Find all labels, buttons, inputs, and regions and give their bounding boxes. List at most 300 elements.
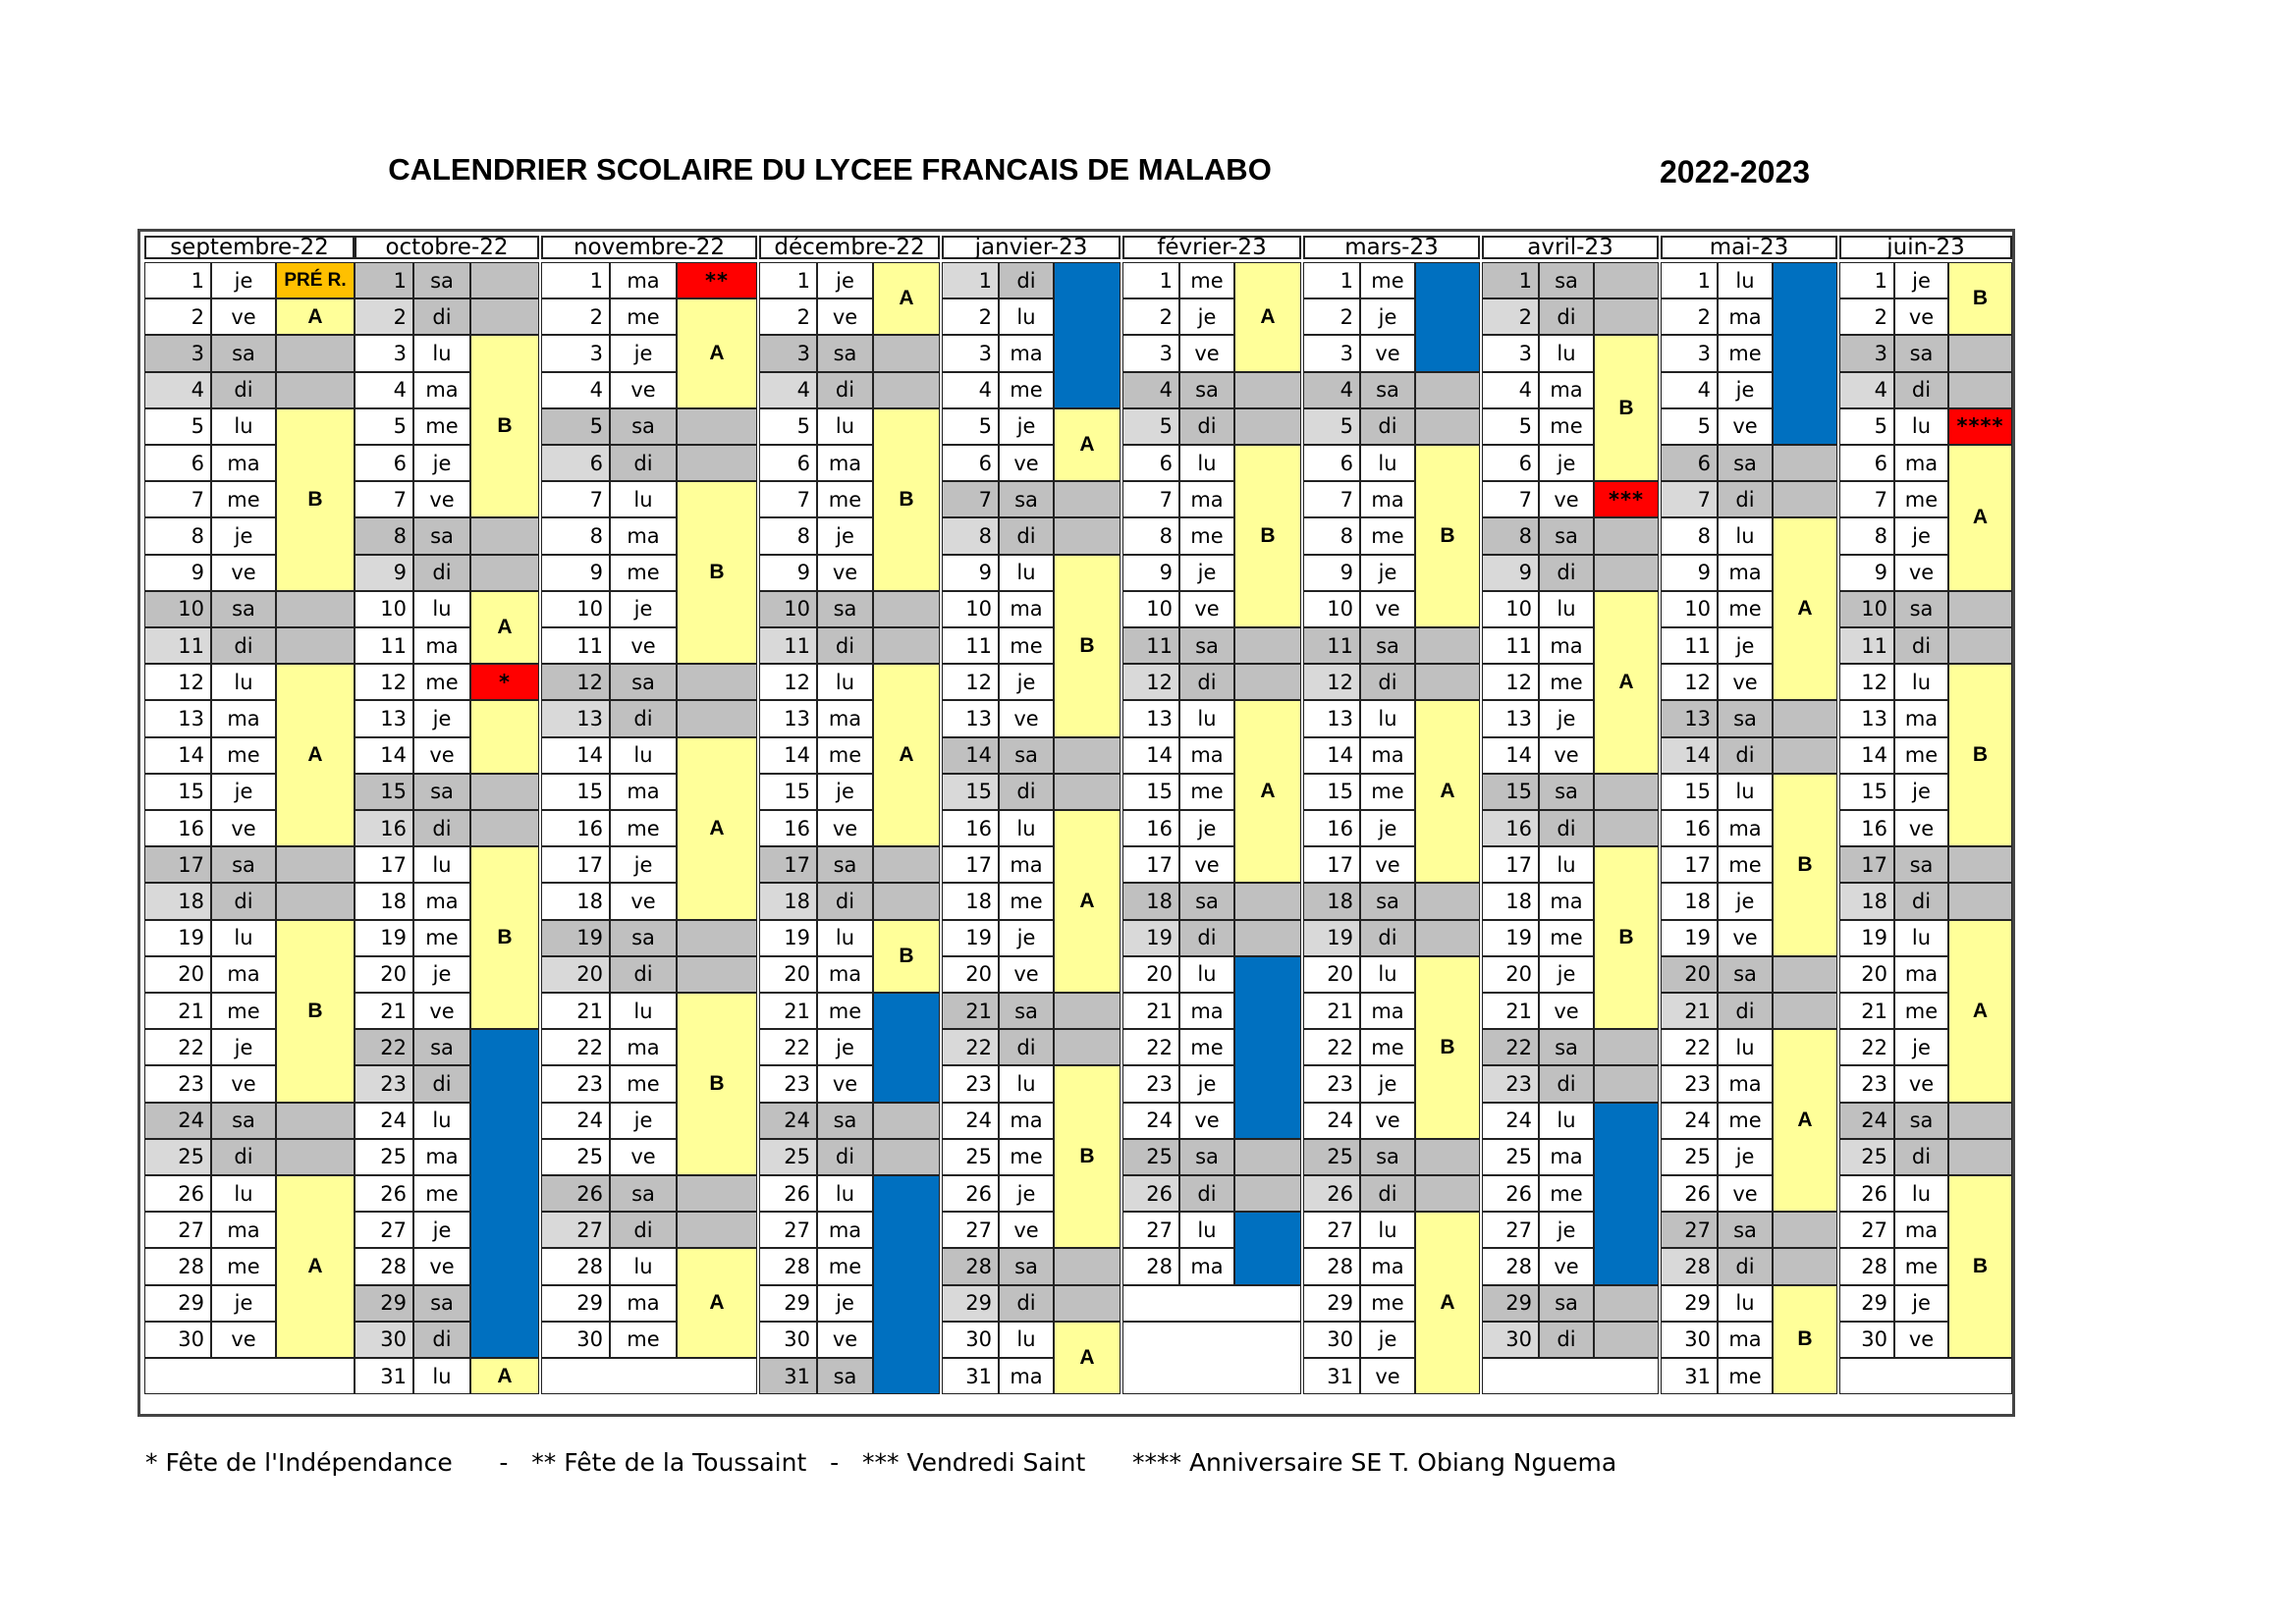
- weekday-label: je: [413, 445, 470, 481]
- day-number: 29: [759, 1285, 817, 1322]
- day-number: 12: [759, 664, 817, 700]
- day-number: 24: [144, 1103, 211, 1139]
- day-number: 29: [942, 1285, 999, 1322]
- weekday-label: lu: [1894, 408, 1948, 445]
- week-block: A: [1054, 1322, 1121, 1394]
- week-block: A: [276, 1175, 355, 1358]
- day-number: 17: [144, 846, 211, 883]
- weekday-label: di: [1539, 555, 1594, 591]
- day-number: 27: [1122, 1212, 1179, 1248]
- day-number: 2: [355, 298, 413, 335]
- day-number: 1: [1122, 262, 1179, 298]
- day-number: 26: [1839, 1175, 1894, 1212]
- month-column: [942, 236, 1121, 1414]
- day-number: 1: [942, 262, 999, 298]
- public-holiday-marker: ***: [1594, 481, 1659, 517]
- weekday-label: lu: [413, 1358, 470, 1394]
- weekday-label: lu: [1179, 956, 1234, 993]
- day-number: 13: [1482, 700, 1539, 736]
- weekday-label: je: [1360, 810, 1415, 846]
- day-number: 29: [1482, 1285, 1539, 1322]
- weekday-label: me: [1360, 262, 1415, 298]
- day-number: 30: [1303, 1322, 1360, 1358]
- day-number: 28: [541, 1248, 610, 1284]
- weekday-label: sa: [610, 920, 677, 956]
- week-block: A: [470, 591, 539, 664]
- weekday-label: ma: [1360, 737, 1415, 774]
- weekday-label: di: [1360, 408, 1415, 445]
- weekday-label: ma: [1718, 810, 1773, 846]
- weekend-block: [276, 1139, 355, 1175]
- weekend-block: [1948, 591, 2012, 627]
- weekday-label: lu: [999, 1322, 1054, 1358]
- day-number: 22: [1661, 1029, 1718, 1065]
- weekday-label: sa: [1360, 883, 1415, 919]
- weekday-label: sa: [413, 1029, 470, 1065]
- weekday-label: lu: [1179, 1212, 1234, 1248]
- weekday-label: sa: [413, 774, 470, 810]
- weekday-label: di: [817, 1139, 873, 1175]
- weekend-block: [1594, 774, 1659, 810]
- weekday-label: je: [1360, 298, 1415, 335]
- weekday-label: di: [1539, 1065, 1594, 1102]
- weekend-block: [1594, 1322, 1659, 1358]
- weekend-block: [1773, 1212, 1837, 1248]
- weekday-label: ve: [211, 1322, 276, 1358]
- month-header: janvier-23: [942, 236, 1121, 259]
- day-number: 12: [942, 664, 999, 700]
- day-number: 28: [942, 1248, 999, 1284]
- weekday-label: di: [1718, 993, 1773, 1029]
- weekday-label: sa: [1360, 627, 1415, 664]
- weekday-label: ma: [999, 846, 1054, 883]
- weekday-label: sa: [1894, 1103, 1948, 1139]
- weekend-block: [677, 920, 757, 956]
- day-number: 7: [1661, 481, 1718, 517]
- day-number: 8: [541, 517, 610, 554]
- day-number: 19: [355, 920, 413, 956]
- weekday-label: di: [1894, 627, 1948, 664]
- day-number: 10: [759, 591, 817, 627]
- day-number: 10: [355, 591, 413, 627]
- month-header: décembre-22: [759, 236, 940, 259]
- weekday-label: sa: [413, 517, 470, 554]
- weekday-label: je: [610, 1103, 677, 1139]
- weekday-label: je: [413, 700, 470, 736]
- day-number: 20: [355, 956, 413, 993]
- weekday-label: ma: [1539, 372, 1594, 408]
- day-number: 18: [759, 883, 817, 919]
- day-number: 3: [355, 335, 413, 371]
- day-number: 27: [1661, 1212, 1718, 1248]
- day-number: 21: [1303, 993, 1360, 1029]
- weekday-label: ma: [1360, 1248, 1415, 1284]
- day-number: 19: [759, 920, 817, 956]
- month-header: avril-23: [1482, 236, 1659, 259]
- weekday-label: di: [610, 700, 677, 736]
- day-number: 15: [1303, 774, 1360, 810]
- weekday-label: me: [1539, 1175, 1594, 1212]
- weekday-label: ve: [1539, 737, 1594, 774]
- weekday-label: sa: [1539, 517, 1594, 554]
- day-number: 7: [942, 481, 999, 517]
- day-number: 9: [759, 555, 817, 591]
- weekday-label: sa: [1179, 883, 1234, 919]
- day-number: 7: [759, 481, 817, 517]
- day-number: 8: [942, 517, 999, 554]
- day-number: 8: [759, 517, 817, 554]
- weekday-label: me: [413, 1175, 470, 1212]
- day-number: 31: [759, 1358, 817, 1394]
- weekday-label: di: [999, 1029, 1054, 1065]
- weekday-label: ma: [1179, 993, 1234, 1029]
- weekday-label: di: [413, 298, 470, 335]
- weekday-label: lu: [1718, 262, 1773, 298]
- weekday-label: di: [1360, 1175, 1415, 1212]
- weekday-label: je: [1360, 1065, 1415, 1102]
- day-number: 27: [1303, 1212, 1360, 1248]
- weekday-label: di: [817, 372, 873, 408]
- day-number: 24: [1839, 1103, 1894, 1139]
- week-block: B: [1415, 956, 1480, 1139]
- week-block: B: [873, 920, 940, 993]
- weekday-label: je: [413, 1212, 470, 1248]
- holiday-block: [1234, 1212, 1301, 1284]
- empty-cell: [1122, 1285, 1301, 1322]
- weekday-label: lu: [817, 664, 873, 700]
- holiday-block: [873, 1175, 940, 1394]
- weekday-label: je: [999, 408, 1054, 445]
- weekday-label: je: [1718, 372, 1773, 408]
- weekday-label: ma: [1718, 1065, 1773, 1102]
- weekday-label: je: [1718, 883, 1773, 919]
- day-number: 21: [355, 993, 413, 1029]
- day-number: 10: [942, 591, 999, 627]
- weekday-label: sa: [1179, 372, 1234, 408]
- day-number: 28: [1303, 1248, 1360, 1284]
- day-number: 23: [1122, 1065, 1179, 1102]
- weekend-block: [1594, 1065, 1659, 1102]
- weekday-label: me: [211, 993, 276, 1029]
- day-number: 10: [1839, 591, 1894, 627]
- day-number: 13: [1303, 700, 1360, 736]
- day-number: 21: [759, 993, 817, 1029]
- weekday-label: lu: [1718, 1285, 1773, 1322]
- weekday-label: ve: [610, 627, 677, 664]
- weekday-label: je: [999, 1175, 1054, 1212]
- weekend-block: [873, 1103, 940, 1139]
- weekend-block: [873, 846, 940, 883]
- day-number: 24: [355, 1103, 413, 1139]
- day-number: 26: [541, 1175, 610, 1212]
- day-number: 25: [1122, 1139, 1179, 1175]
- day-number: 2: [942, 298, 999, 335]
- weekday-label: me: [1894, 737, 1948, 774]
- day-number: 28: [144, 1248, 211, 1284]
- weekday-label: lu: [1179, 445, 1234, 481]
- weekend-block: [1054, 517, 1121, 554]
- weekday-label: me: [999, 627, 1054, 664]
- week-block: B: [677, 481, 757, 664]
- weekday-label: je: [413, 956, 470, 993]
- weekday-label: di: [817, 883, 873, 919]
- day-number: 6: [1661, 445, 1718, 481]
- empty-cell: [1482, 1358, 1659, 1394]
- day-number: 22: [759, 1029, 817, 1065]
- weekday-label: sa: [1539, 262, 1594, 298]
- day-number: 7: [541, 481, 610, 517]
- day-number: 4: [144, 372, 211, 408]
- day-number: 10: [1661, 591, 1718, 627]
- day-number: 26: [759, 1175, 817, 1212]
- weekday-label: ma: [413, 883, 470, 919]
- week-block: B: [1948, 262, 2012, 335]
- weekend-block: [1415, 664, 1480, 700]
- day-number: 12: [1122, 664, 1179, 700]
- day-number: 4: [1303, 372, 1360, 408]
- day-number: 17: [1839, 846, 1894, 883]
- weekday-label: lu: [211, 920, 276, 956]
- weekend-block: [276, 591, 355, 627]
- weekday-label: lu: [1179, 700, 1234, 736]
- holiday-block: [1415, 262, 1480, 372]
- day-number: 2: [144, 298, 211, 335]
- day-number: 25: [759, 1139, 817, 1175]
- weekday-label: ma: [1894, 1212, 1948, 1248]
- week-block: A: [1054, 810, 1121, 993]
- day-number: 29: [541, 1285, 610, 1322]
- weekday-label: lu: [1894, 920, 1948, 956]
- day-number: 16: [1303, 810, 1360, 846]
- weekday-label: ma: [817, 445, 873, 481]
- weekday-label: je: [1179, 555, 1234, 591]
- day-number: 5: [759, 408, 817, 445]
- weekday-label: sa: [1539, 1285, 1594, 1322]
- weekend-block: [1234, 372, 1301, 408]
- day-number: 19: [1661, 920, 1718, 956]
- day-number: 25: [1482, 1139, 1539, 1175]
- weekday-label: ve: [1894, 298, 1948, 335]
- day-number: 12: [144, 664, 211, 700]
- day-number: 23: [355, 1065, 413, 1102]
- week-block: A: [1234, 262, 1301, 372]
- weekend-block: [1054, 774, 1121, 810]
- weekday-label: di: [1894, 883, 1948, 919]
- day-number: 17: [942, 846, 999, 883]
- day-number: 17: [1122, 846, 1179, 883]
- day-number: 5: [144, 408, 211, 445]
- day-number: 27: [1839, 1212, 1894, 1248]
- weekday-label: me: [413, 664, 470, 700]
- weekday-label: di: [1539, 810, 1594, 846]
- weekday-label: lu: [1718, 1029, 1773, 1065]
- weekend-block: [677, 1175, 757, 1212]
- day-number: 22: [144, 1029, 211, 1065]
- weekday-label: sa: [999, 1248, 1054, 1284]
- day-number: 20: [942, 956, 999, 993]
- weekday-label: sa: [610, 1175, 677, 1212]
- empty-cell: [1839, 1358, 2012, 1394]
- week-block: A: [276, 664, 355, 846]
- day-number: 18: [1661, 883, 1718, 919]
- day-number: 13: [1661, 700, 1718, 736]
- day-number: 30: [759, 1322, 817, 1358]
- weekday-label: me: [413, 408, 470, 445]
- weekday-label: je: [1894, 517, 1948, 554]
- weekday-label: lu: [413, 1103, 470, 1139]
- day-number: 1: [541, 262, 610, 298]
- week-block: B: [276, 920, 355, 1103]
- weekend-block: [873, 372, 940, 408]
- day-number: 28: [1122, 1248, 1179, 1284]
- day-number: 31: [942, 1358, 999, 1394]
- weekend-block: [1415, 1175, 1480, 1212]
- weekday-label: je: [817, 1285, 873, 1322]
- day-number: 1: [1482, 262, 1539, 298]
- day-number: 20: [1303, 956, 1360, 993]
- day-number: 11: [1303, 627, 1360, 664]
- week-block: A: [276, 298, 355, 335]
- weekday-label: me: [211, 1248, 276, 1284]
- day-number: 16: [541, 810, 610, 846]
- day-number: 19: [1839, 920, 1894, 956]
- weekday-label: sa: [211, 591, 276, 627]
- weekday-label: sa: [1360, 1139, 1415, 1175]
- weekday-label: lu: [999, 555, 1054, 591]
- weekday-label: sa: [1894, 335, 1948, 371]
- day-number: 17: [541, 846, 610, 883]
- day-number: 22: [541, 1029, 610, 1065]
- weekday-label: di: [999, 262, 1054, 298]
- day-number: 30: [1482, 1322, 1539, 1358]
- day-number: 2: [1482, 298, 1539, 335]
- day-number: 22: [942, 1029, 999, 1065]
- weekday-label: me: [610, 810, 677, 846]
- day-number: 23: [1661, 1065, 1718, 1102]
- week-block: B: [1594, 846, 1659, 1029]
- day-number: 15: [1122, 774, 1179, 810]
- weekend-block: [1948, 846, 2012, 883]
- weekday-label: lu: [817, 408, 873, 445]
- week-block: B: [873, 408, 940, 591]
- day-number: 19: [942, 920, 999, 956]
- calendar-grid: [137, 229, 2015, 1417]
- weekend-block: [677, 664, 757, 700]
- weekday-label: sa: [1718, 445, 1773, 481]
- month-column: [1482, 236, 1659, 1414]
- day-number: 21: [1839, 993, 1894, 1029]
- holiday-block: [1054, 262, 1121, 408]
- day-number: 30: [942, 1322, 999, 1358]
- weekday-label: ma: [1539, 1139, 1594, 1175]
- weekday-label: je: [1179, 810, 1234, 846]
- day-number: 17: [759, 846, 817, 883]
- day-number: 7: [1122, 481, 1179, 517]
- day-number: 15: [541, 774, 610, 810]
- weekend-block: [470, 262, 539, 298]
- weekday-label: ve: [817, 1322, 873, 1358]
- day-number: 28: [355, 1248, 413, 1284]
- weekend-block: [276, 1103, 355, 1139]
- day-number: 6: [1482, 445, 1539, 481]
- weekend-block: [470, 810, 539, 846]
- day-number: 1: [1839, 262, 1894, 298]
- weekday-label: me: [1718, 1358, 1773, 1394]
- day-number: 23: [759, 1065, 817, 1102]
- week-block: A: [1594, 591, 1659, 774]
- day-number: 14: [942, 737, 999, 774]
- day-number: 5: [1839, 408, 1894, 445]
- weekday-label: di: [211, 883, 276, 919]
- weekday-label: di: [1539, 1322, 1594, 1358]
- day-number: 16: [1122, 810, 1179, 846]
- weekend-block: [1594, 262, 1659, 298]
- day-number: 24: [1303, 1103, 1360, 1139]
- day-number: 13: [541, 700, 610, 736]
- weekday-label: di: [1179, 920, 1234, 956]
- day-number: 6: [541, 445, 610, 481]
- weekend-block: [1948, 335, 2012, 371]
- month-column: [144, 236, 355, 1414]
- weekday-label: ma: [1539, 627, 1594, 664]
- weekday-label: je: [1360, 1322, 1415, 1358]
- day-number: 25: [942, 1139, 999, 1175]
- day-number: 26: [144, 1175, 211, 1212]
- day-number: 28: [1839, 1248, 1894, 1284]
- weekend-block: [470, 298, 539, 335]
- day-number: 18: [1122, 883, 1179, 919]
- day-number: 21: [1122, 993, 1179, 1029]
- weekday-label: ve: [1360, 846, 1415, 883]
- weekday-label: ve: [1179, 335, 1234, 371]
- day-number: 5: [942, 408, 999, 445]
- weekday-label: di: [413, 810, 470, 846]
- day-number: 11: [1839, 627, 1894, 664]
- week-block: B: [1415, 445, 1480, 627]
- weekday-label: je: [1718, 627, 1773, 664]
- weekday-label: sa: [1179, 627, 1234, 664]
- day-number: 11: [759, 627, 817, 664]
- weekend-block: [1234, 883, 1301, 919]
- week-block: B: [1234, 445, 1301, 627]
- weekday-label: di: [413, 555, 470, 591]
- weekday-label: je: [1539, 956, 1594, 993]
- day-number: 28: [1661, 1248, 1718, 1284]
- weekday-label: ve: [1894, 555, 1948, 591]
- weekday-label: lu: [1539, 591, 1594, 627]
- weekday-label: sa: [1718, 1212, 1773, 1248]
- weekday-label: ma: [999, 335, 1054, 371]
- weekday-label: je: [1179, 298, 1234, 335]
- weekday-label: lu: [1894, 664, 1948, 700]
- weekday-label: lu: [1539, 335, 1594, 371]
- weekday-label: me: [1718, 335, 1773, 371]
- day-number: 9: [355, 555, 413, 591]
- weekday-label: ma: [211, 700, 276, 736]
- day-number: 24: [1482, 1103, 1539, 1139]
- day-number: 13: [355, 700, 413, 736]
- day-number: 25: [1661, 1139, 1718, 1175]
- public-holiday-marker: *: [470, 664, 539, 700]
- day-number: 29: [144, 1285, 211, 1322]
- day-number: 16: [759, 810, 817, 846]
- weekend-block: [1415, 883, 1480, 919]
- day-number: 14: [759, 737, 817, 774]
- day-number: 7: [1482, 481, 1539, 517]
- day-number: 26: [1303, 1175, 1360, 1212]
- weekday-label: je: [817, 517, 873, 554]
- day-number: 2: [541, 298, 610, 335]
